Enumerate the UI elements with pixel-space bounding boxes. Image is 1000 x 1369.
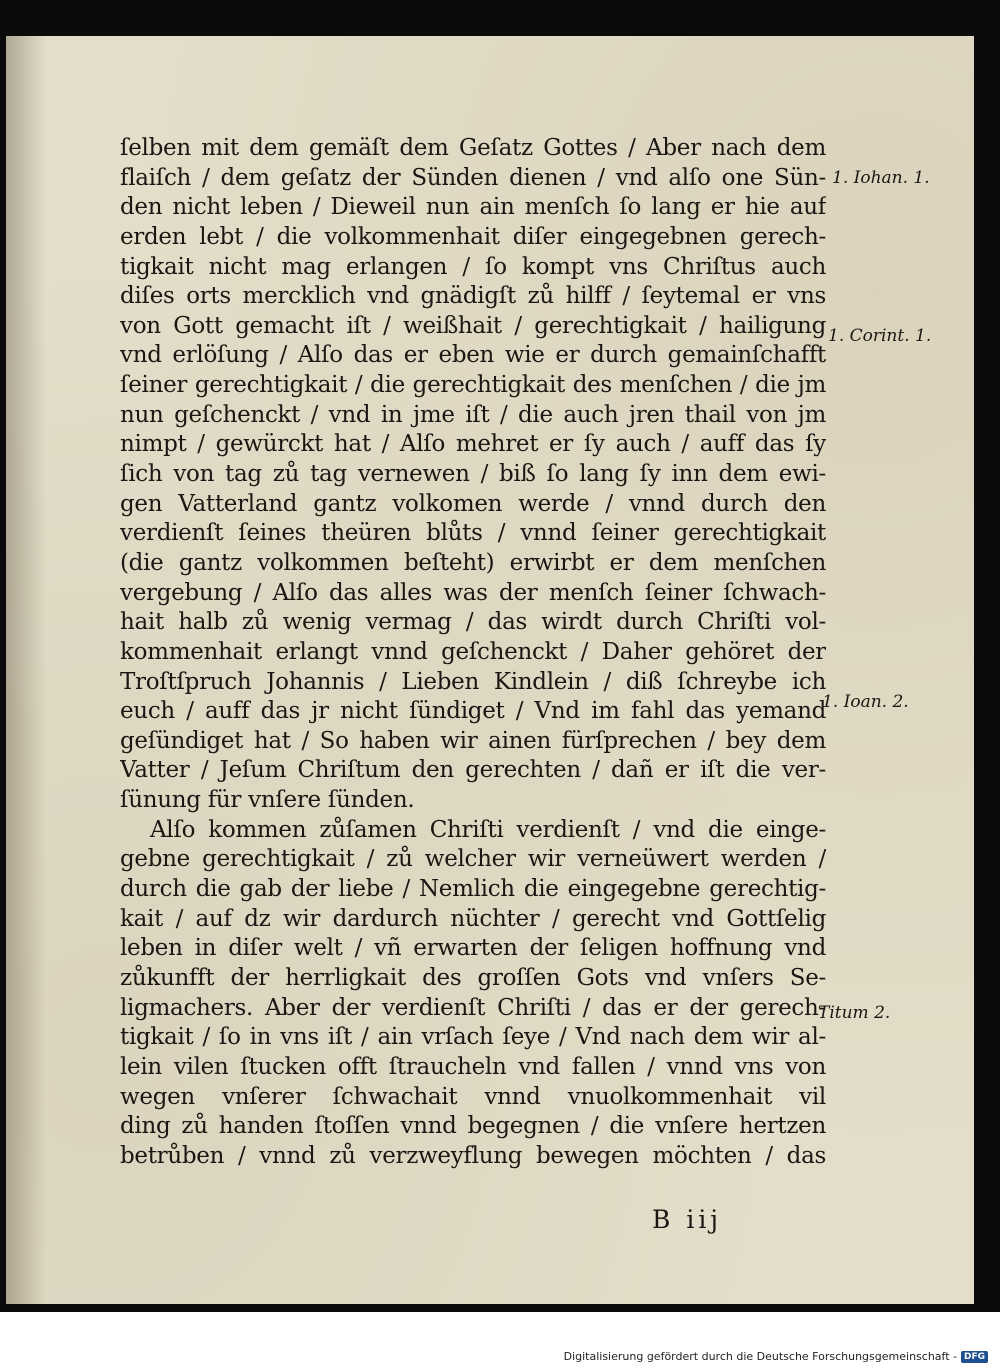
text-line: den nicht leben / Dieweil nun ain menſch ſo lang er hie auf bbox=[120, 194, 826, 221]
text-line: tigkait nicht mag erlangen / ſo kompt vns Chriſtus auch bbox=[120, 253, 826, 280]
text-line: Vatter / Jeſum Chriſtum den gerechten / dañ er iſt die ver- bbox=[120, 757, 826, 784]
text-line: vergebung / Alſo das alles was der menſch ſeiner ſchwach- bbox=[120, 579, 826, 606]
text-line: gen Vatterland gantz volkomen werde / vnnd durch den bbox=[120, 490, 826, 517]
text-line: ſelben mit dem gemäſt dem Geſatz Gottes / Aber nach dem bbox=[120, 135, 826, 161]
text-line: ſünung für vnſere ſünden. bbox=[120, 787, 415, 814]
text-line: zůkunfft der herrligkait des groſſen Gots vnd vnſers Se- bbox=[120, 964, 826, 991]
text-line: flaiſch / dem geſatz der Sünden dienen / vnd alſo one Sün- bbox=[120, 164, 826, 191]
text-line: hait halb zů wenig vermag / das wirdt durch Chriſti vol- bbox=[120, 609, 826, 636]
digitization-credit bbox=[564, 1350, 988, 1363]
text-line: leben in diſer welt / vñ erwarten der ſeligen hoffnung vnd bbox=[120, 935, 826, 962]
text-line: diſes orts mercklich vnd gnädigſt zů hilff / ſeytemal er vns bbox=[120, 283, 826, 310]
text-line: ſich von tag zů tag vernewen / biß ſo lang ſy inn dem ewi- bbox=[120, 461, 826, 488]
text-line: von Gott gemacht iſt / weißhait / gerechtigkait / hailigung bbox=[120, 312, 826, 339]
text-line: (die gantz volkommen beſteht) erwirbt er dem menſchen bbox=[120, 549, 826, 576]
paragraph-start-line: Alſo kommen zůſamen Chriſti verdienſt / vnd die einge- bbox=[150, 816, 826, 843]
text-line: ſeiner gerechtigkait / die gerechtigkait des menſchen / die jm bbox=[120, 372, 826, 399]
text-line: verdienſt ſeines theüren blůts / vnnd ſeiner gerechtigkait bbox=[120, 520, 826, 547]
marginal-note-john-2: 1. Ioan. 2. bbox=[822, 692, 909, 712]
marginal-note-corinthians: 1. Corint. 1. bbox=[828, 326, 932, 346]
text-line: erden lebt / die volkommenhait diſer eingegebnen gerech- bbox=[120, 223, 826, 250]
text-line: geſündiget hat / So haben wir ainen fürſprechen / bey dem bbox=[120, 727, 826, 754]
text-line: Troſtſpruch Johannis / Lieben Kindlein / diß ſchreybe ich bbox=[120, 668, 826, 695]
text-line: betrůben / vnnd zů verzweyflung bewegen möchten / das bbox=[120, 1142, 826, 1169]
text-line: lein vilen ſtucken offt ſtraucheln vnd fallen / vnnd vns von bbox=[120, 1053, 826, 1080]
signature-mark: B iij bbox=[652, 1205, 723, 1234]
text-line: nun geſchenckt / vnd in jme iſt / die auch jren thail von jm bbox=[120, 401, 826, 428]
marginal-note-titus: Titum 2. bbox=[818, 1003, 891, 1023]
page-sheet bbox=[6, 36, 974, 1304]
marginal-note-john: 1. Iohan. 1. bbox=[832, 168, 930, 188]
text-line: gebne gerechtigkait / zů welcher wir verneüwert werden / bbox=[120, 846, 826, 873]
text-line: ligmachers. Aber der verdienſt Chriſti / das er der gerech- bbox=[120, 994, 826, 1021]
text-line: vnd erlöſung / Alſo das er eben wie er durch gemainſchafft bbox=[120, 342, 826, 369]
text-line: kommenhait erlangt vnnd geſchenckt / Daher gehöret der bbox=[120, 638, 826, 665]
text-line: nimpt / gewürckt hat / Alſo mehret er ſy auch / auff das ſy bbox=[120, 431, 826, 458]
dfg-logo: DFG bbox=[961, 1351, 988, 1363]
text-line: euch / auff das jr nicht ſündiget / Vnd im fahl das yemand bbox=[120, 698, 826, 725]
text-line: ding zů handen ſtoſſen vnnd begegnen / die vnſere hertzen bbox=[120, 1113, 826, 1140]
text-line: wegen vnſerer ſchwachait vnnd vnuolkommenhait vil bbox=[120, 1083, 826, 1110]
text-line: kait / auf dz wir dardurch nüchter / gerecht vnd Gottſelig bbox=[120, 905, 826, 932]
text-line: durch die gab der liebe / Nemlich die eingegebne gerechtig- bbox=[120, 876, 826, 903]
main-text-block bbox=[120, 134, 826, 1171]
text-line: tigkait / ſo in vns iſt / ain vrſach ſeye / Vnd nach dem wir al- bbox=[120, 1024, 826, 1051]
credit-text: Digitalisierung gefördert durch die Deutsche Forschungsgemeinschaft - bbox=[563, 1350, 957, 1363]
